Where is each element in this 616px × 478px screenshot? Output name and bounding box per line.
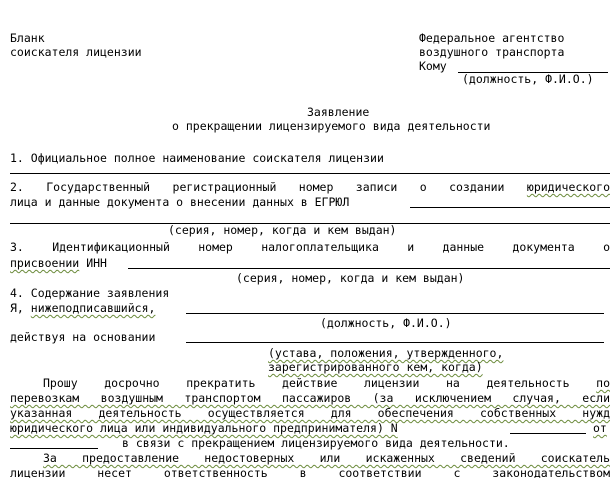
position-name-field[interactable] xyxy=(186,313,604,314)
pronoun: Я, xyxy=(10,301,24,315)
spellcheck-word: присвоении xyxy=(10,256,80,270)
document-subtitle: о прекращении лицензируемого вида деятельности xyxy=(172,119,491,133)
document-title: Заявление xyxy=(307,105,370,119)
section-4-line1 xyxy=(10,301,155,315)
section-3-text: ИНН xyxy=(86,256,107,270)
license-number-field[interactable] xyxy=(510,433,586,434)
request-line4: юридического лица или индивидуального предпринимателя) N xyxy=(10,421,398,435)
recipient-caption: (должность, Ф.И.О.) xyxy=(462,72,594,86)
basis-field[interactable] xyxy=(186,342,604,343)
section-3-line1: 3. Идентификационный номер налогоплательщика и данные документа о xyxy=(10,240,610,254)
request-text: Прошу досрочно прекратить действие лицензии на деятельность xyxy=(43,376,570,390)
section-2-text: 2. Государственный регистрационный номер записи о создании xyxy=(10,180,505,194)
egrul-data-field[interactable] xyxy=(410,207,610,208)
section-4-heading: 4. Содержание заявления xyxy=(10,286,170,300)
request-line5: в связи с прекращением лицензируемого вида деятельности. xyxy=(122,436,510,450)
spellcheck-word: юридического xyxy=(526,180,610,194)
section-4-line2: действуя на основании xyxy=(10,330,156,344)
applicant-name-field[interactable] xyxy=(10,173,610,174)
spellcheck-word: по xyxy=(596,376,610,390)
request-date-label: от xyxy=(593,421,607,435)
agency-name-line2: воздушного транспорта xyxy=(419,45,565,59)
inn-field[interactable] xyxy=(128,268,610,269)
liability-line1: За предоставление недостоверных или искаженных сведений соискатель xyxy=(43,451,610,465)
form-label: Бланк xyxy=(10,31,45,45)
section-4-caption1: (должность, Ф.И.О.) xyxy=(320,316,452,330)
request-line1 xyxy=(10,376,610,390)
request-line3: указанная деятельность осуществляется для обеспечения собственных нужд xyxy=(10,406,610,420)
section-3-caption: (серия, номер, когда и кем выдан) xyxy=(236,271,465,285)
recipient-label: Кому xyxy=(419,59,447,73)
section-2-line2: лица и данные документа о внесении данных в ЕГРЮЛ xyxy=(10,195,350,209)
section-4-caption2-line1: (устава, положения, утвержденного, xyxy=(268,346,504,360)
applicant-label: соискателя лицензии xyxy=(10,45,142,59)
section-4-caption2-line2: зарегистрированного кем, когда) xyxy=(268,360,483,374)
license-date-field[interactable] xyxy=(10,448,98,449)
liability-line2: лицензии несет ответственность в соответствии с законодательством xyxy=(10,466,610,478)
section-2-caption: (серия, номер, когда и кем выдан) xyxy=(168,223,397,237)
request-line2: перевозкам воздушным транспортом пассажиров (за исключением случая, если xyxy=(10,391,610,405)
agency-name-line1: Федеральное агентство xyxy=(419,31,565,45)
section-2-line1 xyxy=(10,180,610,194)
spellcheck-word: нижеподписавшийся, xyxy=(30,301,156,315)
section-3-line2 xyxy=(10,256,107,270)
section-1-label: 1. Официальное полное наименование соискателя лицензии xyxy=(10,151,384,165)
